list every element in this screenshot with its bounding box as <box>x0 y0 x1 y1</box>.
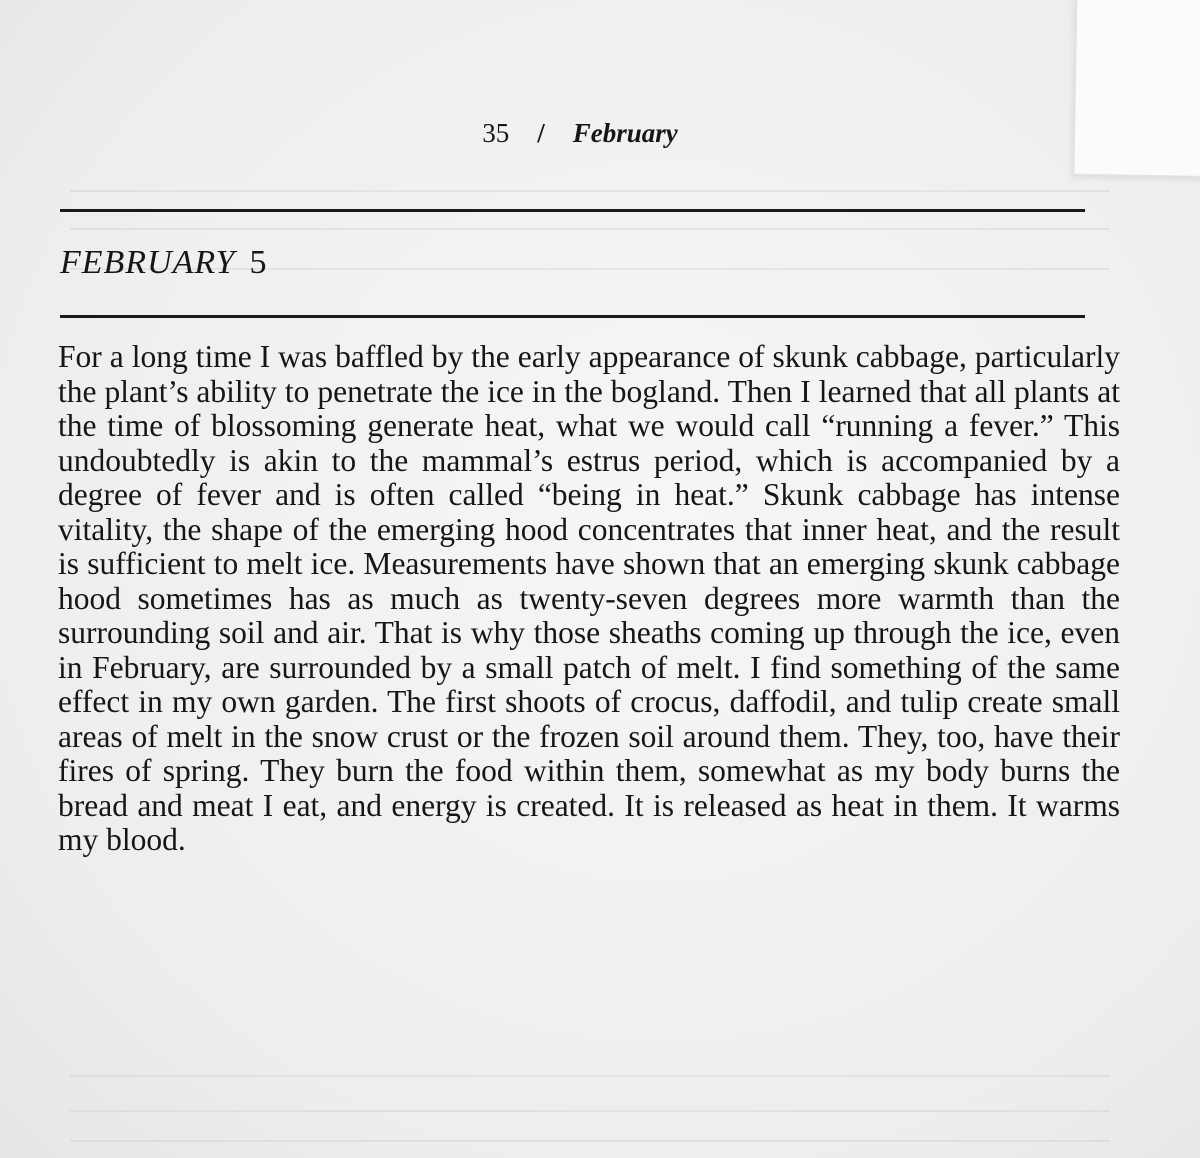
entry-paragraph: For a long time I was baffled by the early appearance of skunk cabbage, particularly the plant’s ability to penetrate the ice in the bogland. Then I learned that all plants at the time of blossoming generate heat, what we would call “running a fever.” This undoubtedly is akin to the mammal’s estrus period, which is accompanied by a degree of fever and is often called “being in heat.” Skunk cabbage has intense vitality, the shape of the emerging hood concentrates that inner heat, and the result is sufficient to melt ice. Measurements have shown that an emerging skunk cabbage hood sometimes has as much as twenty-seven degrees more warmth than the surrounding soil and air. That is why those sheaths coming up through the ice, even in February, are surrounded by a small patch of melt. I find something of the same effect in my own garden. The first shoots of crocus, daffodil, and tulip create small areas of melt in the snow crust or the frozen soil around them. They, too, have their fires of spring. They burn the food within them, somewhat as my body burns the bread and meat I eat, and energy is created. It is released as heat in them. It warms my blood. <box>58 339 1120 857</box>
entry-heading-day: 5 <box>249 244 268 281</box>
section-title: February <box>572 118 678 148</box>
bleed-through-line <box>70 1140 1110 1142</box>
bleed-through-line <box>70 228 1110 230</box>
page-number: 35 <box>482 118 510 148</box>
entry-body <box>58 340 1120 858</box>
bleed-through-line <box>70 190 1110 192</box>
running-head <box>0 118 1160 149</box>
running-head-separator: / <box>537 118 545 148</box>
entry-heading-month: FEBRUARY <box>60 244 236 281</box>
bleed-through-line <box>70 1075 1110 1077</box>
bottom-rule <box>60 315 1085 318</box>
sticky-note <box>1073 0 1200 177</box>
bleed-through-line <box>70 1110 1110 1112</box>
entry-heading <box>60 244 267 282</box>
top-rule <box>60 209 1085 212</box>
